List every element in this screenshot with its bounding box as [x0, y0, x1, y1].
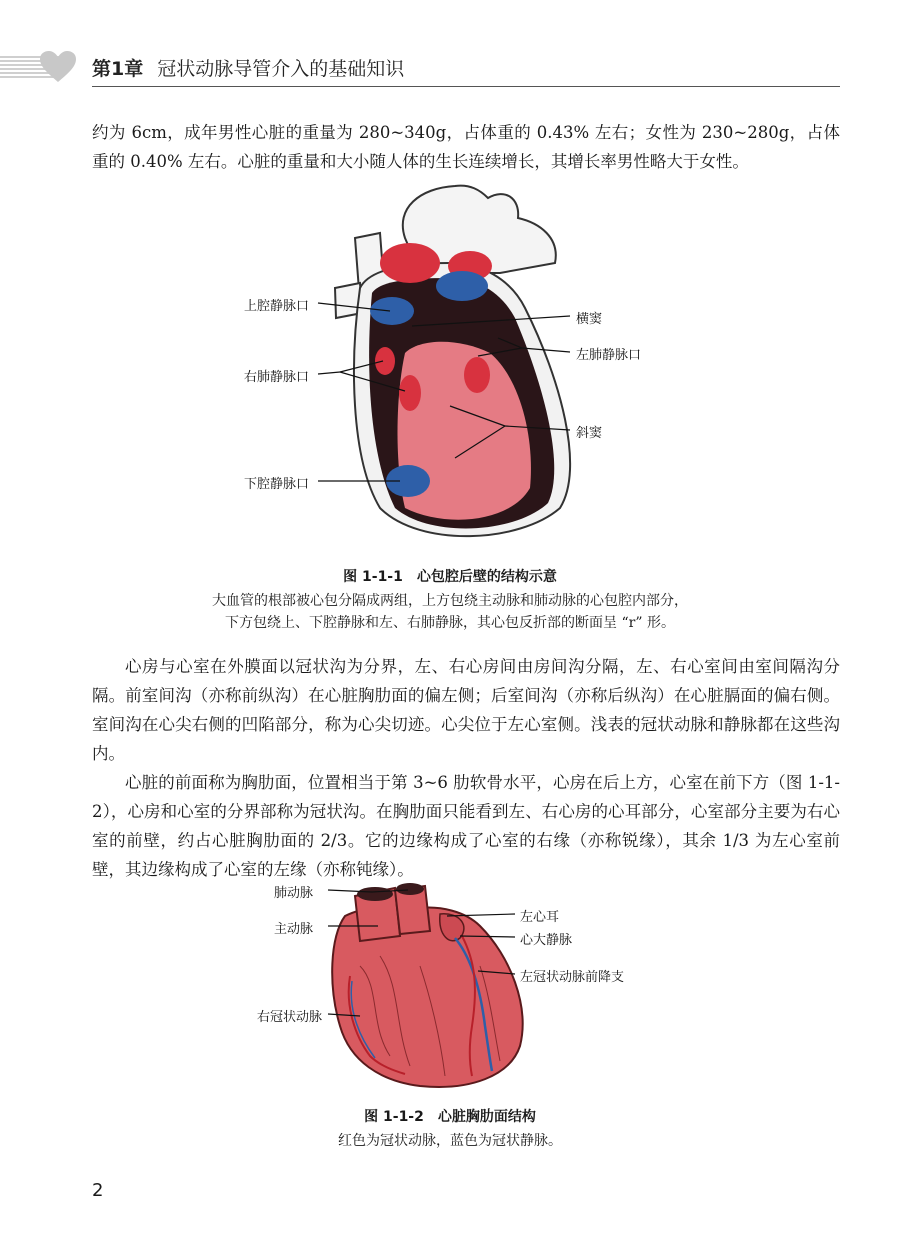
figure-2-caption-line-1: 红色为冠状动脉，蓝色为冠状静脉。	[338, 1133, 562, 1149]
body-paragraph-2: 心房与心室在外膜面以冠状沟为分界，左、右心房间由房间沟分隔，左、右心室间由室间隔沟分隔。前室间沟（亦称前纵沟）在心脏胸肋面的偏左侧；后室间沟（亦称后纵沟）在心脏膈面的偏右侧。室间沟在心尖右侧的凹陷部分，称为心尖切迹。心尖位于左心室侧。浅表的冠状动脉和静脉都在这些沟内。	[92, 657, 840, 763]
body-paragraph-1: 约为 6cm，成年男性心脏的重量为 280~340g，占体重的 0.43% 左右；女性为 230~280g，占体重的 0.40% 左右。心脏的重量和大小随人体的生长连续增长，其增长率男性略大于女性。	[92, 123, 840, 171]
figure-1-1-2	[0, 876, 900, 1096]
body-paragraph-3: 心脏的前面称为胸肋面，位置相当于第 3~6 肋软骨水平，心房在后上方，心室在前下方（图 1-1-2），心房和心室的分界部称为冠状沟。在胸肋面只能看到左、右心房的心耳部分，心室部分主要为右心室的前壁，约占心脏胸肋面的 2/3。它的边缘构成了心室的右缘（亦称锐缘），其余 1/3 为左心室前壁，其边缘构成了心室的左缘（亦称钝缘）。	[92, 773, 840, 879]
label-right-pulmonary-vein: 右肺静脉口	[244, 370, 310, 385]
label-right-coronary-artery: 右冠状动脉	[257, 1010, 323, 1025]
label-oblique-sinus: 斜窦	[576, 426, 603, 441]
running-header	[0, 50, 900, 90]
label-transverse-sinus: 横窦	[576, 312, 603, 327]
figure-1-1-1	[0, 178, 900, 558]
label-pulmonary-artery: 肺动脉	[274, 886, 314, 901]
figure-1-caption-line-1: 大血管的根部被心包分隔成两组，上方包绕主动脉和肺动脉的心包腔内部分，	[212, 593, 688, 609]
chapter-title: 冠状动脉导管介入的基础知识	[157, 58, 405, 80]
label-left-pulmonary-vein: 左肺静脉口	[576, 348, 642, 363]
chapter-number: 第1章	[92, 58, 144, 80]
label-great-cardiac-vein: 心大静脉	[520, 933, 573, 948]
label-lad: 左冠状动脉前降支	[520, 970, 625, 985]
heart-anterior-illustration	[0, 876, 900, 1096]
page-number: 2	[92, 1180, 104, 1201]
figure-1-caption-title: 图 1-1-1 心包腔后壁的结构示意	[343, 569, 557, 585]
label-aorta: 主动脉	[274, 922, 314, 937]
label-left-auricle: 左心耳	[520, 910, 560, 925]
figure-1-caption-line-2: 下方包绕上、下腔静脉和左、右肺静脉，其心包反折部的断面呈 “r” 形。	[225, 615, 675, 631]
heart-icon	[38, 50, 78, 84]
label-svc-opening: 上腔静脉口	[244, 299, 310, 314]
figure-2-caption-title: 图 1-1-2 心脏胸肋面结构	[364, 1109, 536, 1125]
pericardium-illustration	[0, 178, 900, 558]
header-title	[92, 54, 404, 81]
label-ivc-opening: 下腔静脉口	[244, 477, 310, 492]
header-rule	[92, 86, 840, 87]
